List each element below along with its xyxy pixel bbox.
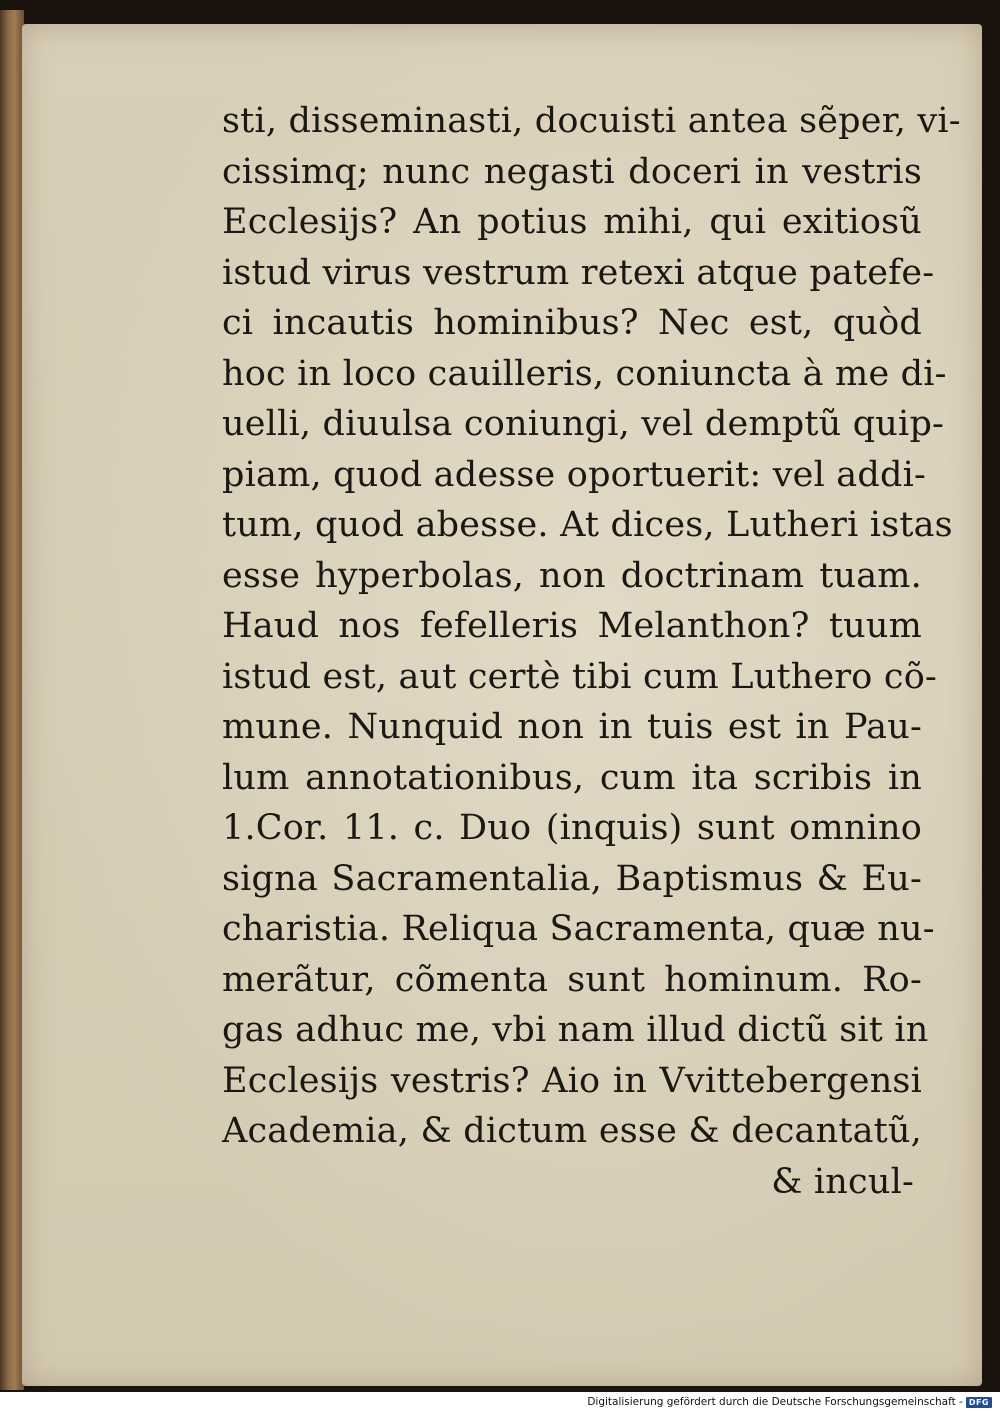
text-line: sti, disseminasti, docuisti antea sẽper, vi- [222,101,961,141]
text-line: uelli, diuulsa coniungi, vel demptũ quip- [222,404,945,444]
text-line: hoc in loco cauilleris, coniuncta à me di- [222,353,947,394]
credit-text: Digitalisierung gefördert durch die Deutsche Forschungsgemeinschaft - [587,1396,963,1408]
catchword: & incul- [771,1161,914,1202]
text-line: charistia. Reliqua Sacramenta, quæ nu- [222,909,935,949]
text-line: istud virus vestrum retexi atque patefe- [222,252,935,293]
page-text-block [222,96,961,1207]
text-line: 1.Cor. 11. c. Duo (inquis) sunt omnino [222,808,922,848]
text-line: Ecclesijs vestris? Aio in Vvittebergensi [222,1060,922,1101]
text-line: istud est, aut certè tibi cum Luthero cõ- [222,656,938,697]
text-line: Academia, & dictum esse & decantatũ, [222,1111,922,1151]
text-line: mune. Nunquid non in tuis est in Pau- [222,707,922,747]
dfg-logo: DFG [966,1397,992,1408]
text-line: gas adhuc me, vbi nam illud dictũ sit in [222,1010,929,1050]
book-edge [0,10,24,1390]
text-line: cissimq; nunc negasti doceri in vestris [222,151,922,192]
text-line: merãtur, cõmenta sunt hominum. Ro- [222,959,922,1000]
text-line: lum annotationibus, cum ita scribis in [222,757,922,798]
digitization-credit [587,1396,992,1408]
text-line: piam, quod adesse oportuerit: vel addi- [222,454,927,495]
text-line: Ecclesijs? An potius mihi, qui exitiosũ [222,202,922,242]
text-line: ci incautis hominibus? Nec est, quòd [222,303,922,343]
book-page [22,24,982,1386]
text-line: tum, quod abesse. At dices, Lutheri istas [222,505,953,545]
text-line: esse hyperbolas, non doctrinam tuam. [222,555,922,596]
text-line: signa Sacramentalia, Baptismus & Eu- [222,858,922,899]
text-line: Haud nos fefelleris Melanthon? tuum [222,606,922,646]
